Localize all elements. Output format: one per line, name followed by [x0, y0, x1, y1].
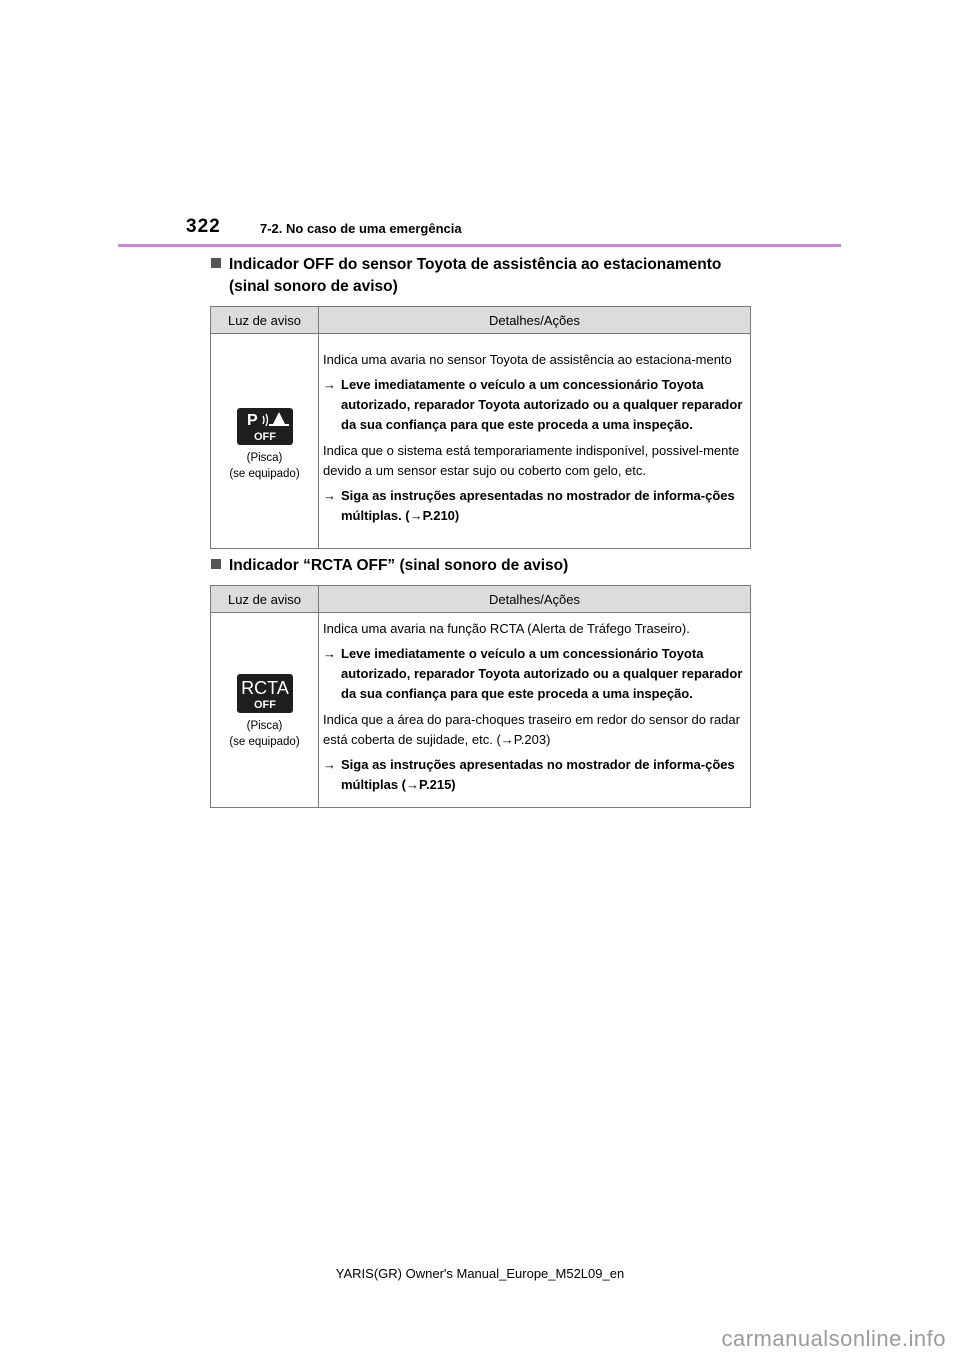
icon-caption-equipped: (se equipado) — [229, 468, 300, 480]
detail-cell — [319, 334, 751, 549]
action-text[interactable]: Siga as instruções apresentadas no mostrador de informa-ções múltiplas (→P.215) — [341, 757, 735, 792]
footer-manual-id: YARIS(GR) Owner's Manual_Europe_M52L09_en — [335, 1266, 625, 1281]
description-malfunction: Indica uma avaria na função RCTA (Alerta de Tráfego Traseiro). — [323, 621, 690, 636]
arrow-icon: → — [323, 646, 336, 661]
icon-label-rcta: RCTA — [240, 678, 289, 698]
square-bullet-icon — [211, 258, 221, 268]
warning-table-parking-sensor — [210, 306, 751, 549]
column-header-light: Luz de aviso — [211, 586, 319, 613]
section-heading-parking-sensor: Indicador OFF do sensor Toyota de assistência ao estacionamento (sinal sonoro de aviso) — [211, 254, 721, 298]
description-unavailable: Indica que o sistema está temporariamente indisponível, possivel-mente devido a um sensor estar sujo ou coberto com gelo, etc. — [323, 443, 740, 478]
icon-label-off: OFF — [253, 699, 276, 711]
parking-sensor-off-icon — [237, 408, 293, 445]
action-item — [323, 755, 746, 795]
page-number: 322 — [186, 216, 221, 237]
arrow-icon: → — [323, 488, 336, 503]
description-dirty-sensor[interactable]: Indica que a área do para-choques traseiro em redor do sensor do radar está coberta de sujidade, etc. (→P.203) — [323, 712, 740, 747]
section-title: 7-2. No caso de uma emergência — [260, 221, 462, 236]
section-heading-rcta: Indicador “RCTA OFF” (sinal sonoro de aviso) — [211, 555, 568, 577]
detail-cell — [319, 613, 751, 808]
icon-label-off: OFF — [253, 431, 276, 443]
icon-caption-blink: (Pisca) — [246, 720, 283, 732]
description-malfunction: Indica uma avaria no sensor Toyota de assistência ao estaciona-mento — [323, 352, 732, 367]
icon-label-p: P — [246, 412, 258, 429]
action-item — [323, 486, 746, 526]
action-text: Leve imediatamente o veículo a um concessionário Toyota autorizado, reparador Toyota autorizado ou a qualquer reparador da sua confiança para que este proceda a uma inspeção. — [341, 646, 743, 701]
arrow-icon: → — [323, 377, 336, 392]
table-header-row — [211, 586, 751, 613]
warning-table-rcta — [210, 585, 751, 808]
action-item — [323, 644, 746, 704]
watermark[interactable]: carmanualsonline.info — [721, 1326, 946, 1351]
action-text[interactable]: Siga as instruções apresentadas no mostrador de informa-ções múltiplas. (→P.210) — [341, 488, 735, 523]
action-text: Leve imediatamente o veículo a um concessionário Toyota autorizado, reparador Toyota autorizado ou a qualquer reparador da sua confiança para que este proceda a uma inspeção. — [341, 377, 743, 432]
table-row — [211, 613, 751, 808]
table-header-row — [211, 307, 751, 334]
icon-cell — [211, 334, 319, 549]
header-divider — [118, 244, 841, 247]
icon-caption-equipped: (se equipado) — [229, 736, 300, 748]
column-header-details: Detalhes/Ações — [319, 307, 751, 334]
column-header-light: Luz de aviso — [211, 307, 319, 334]
action-item — [323, 375, 746, 435]
table-row — [211, 334, 751, 549]
column-header-details: Detalhes/Ações — [319, 586, 751, 613]
icon-cell — [211, 613, 319, 808]
square-bullet-icon — [211, 559, 221, 569]
arrow-icon: → — [323, 757, 336, 772]
rcta-off-icon — [237, 674, 293, 713]
icon-caption-blink: (Pisca) — [246, 452, 283, 464]
